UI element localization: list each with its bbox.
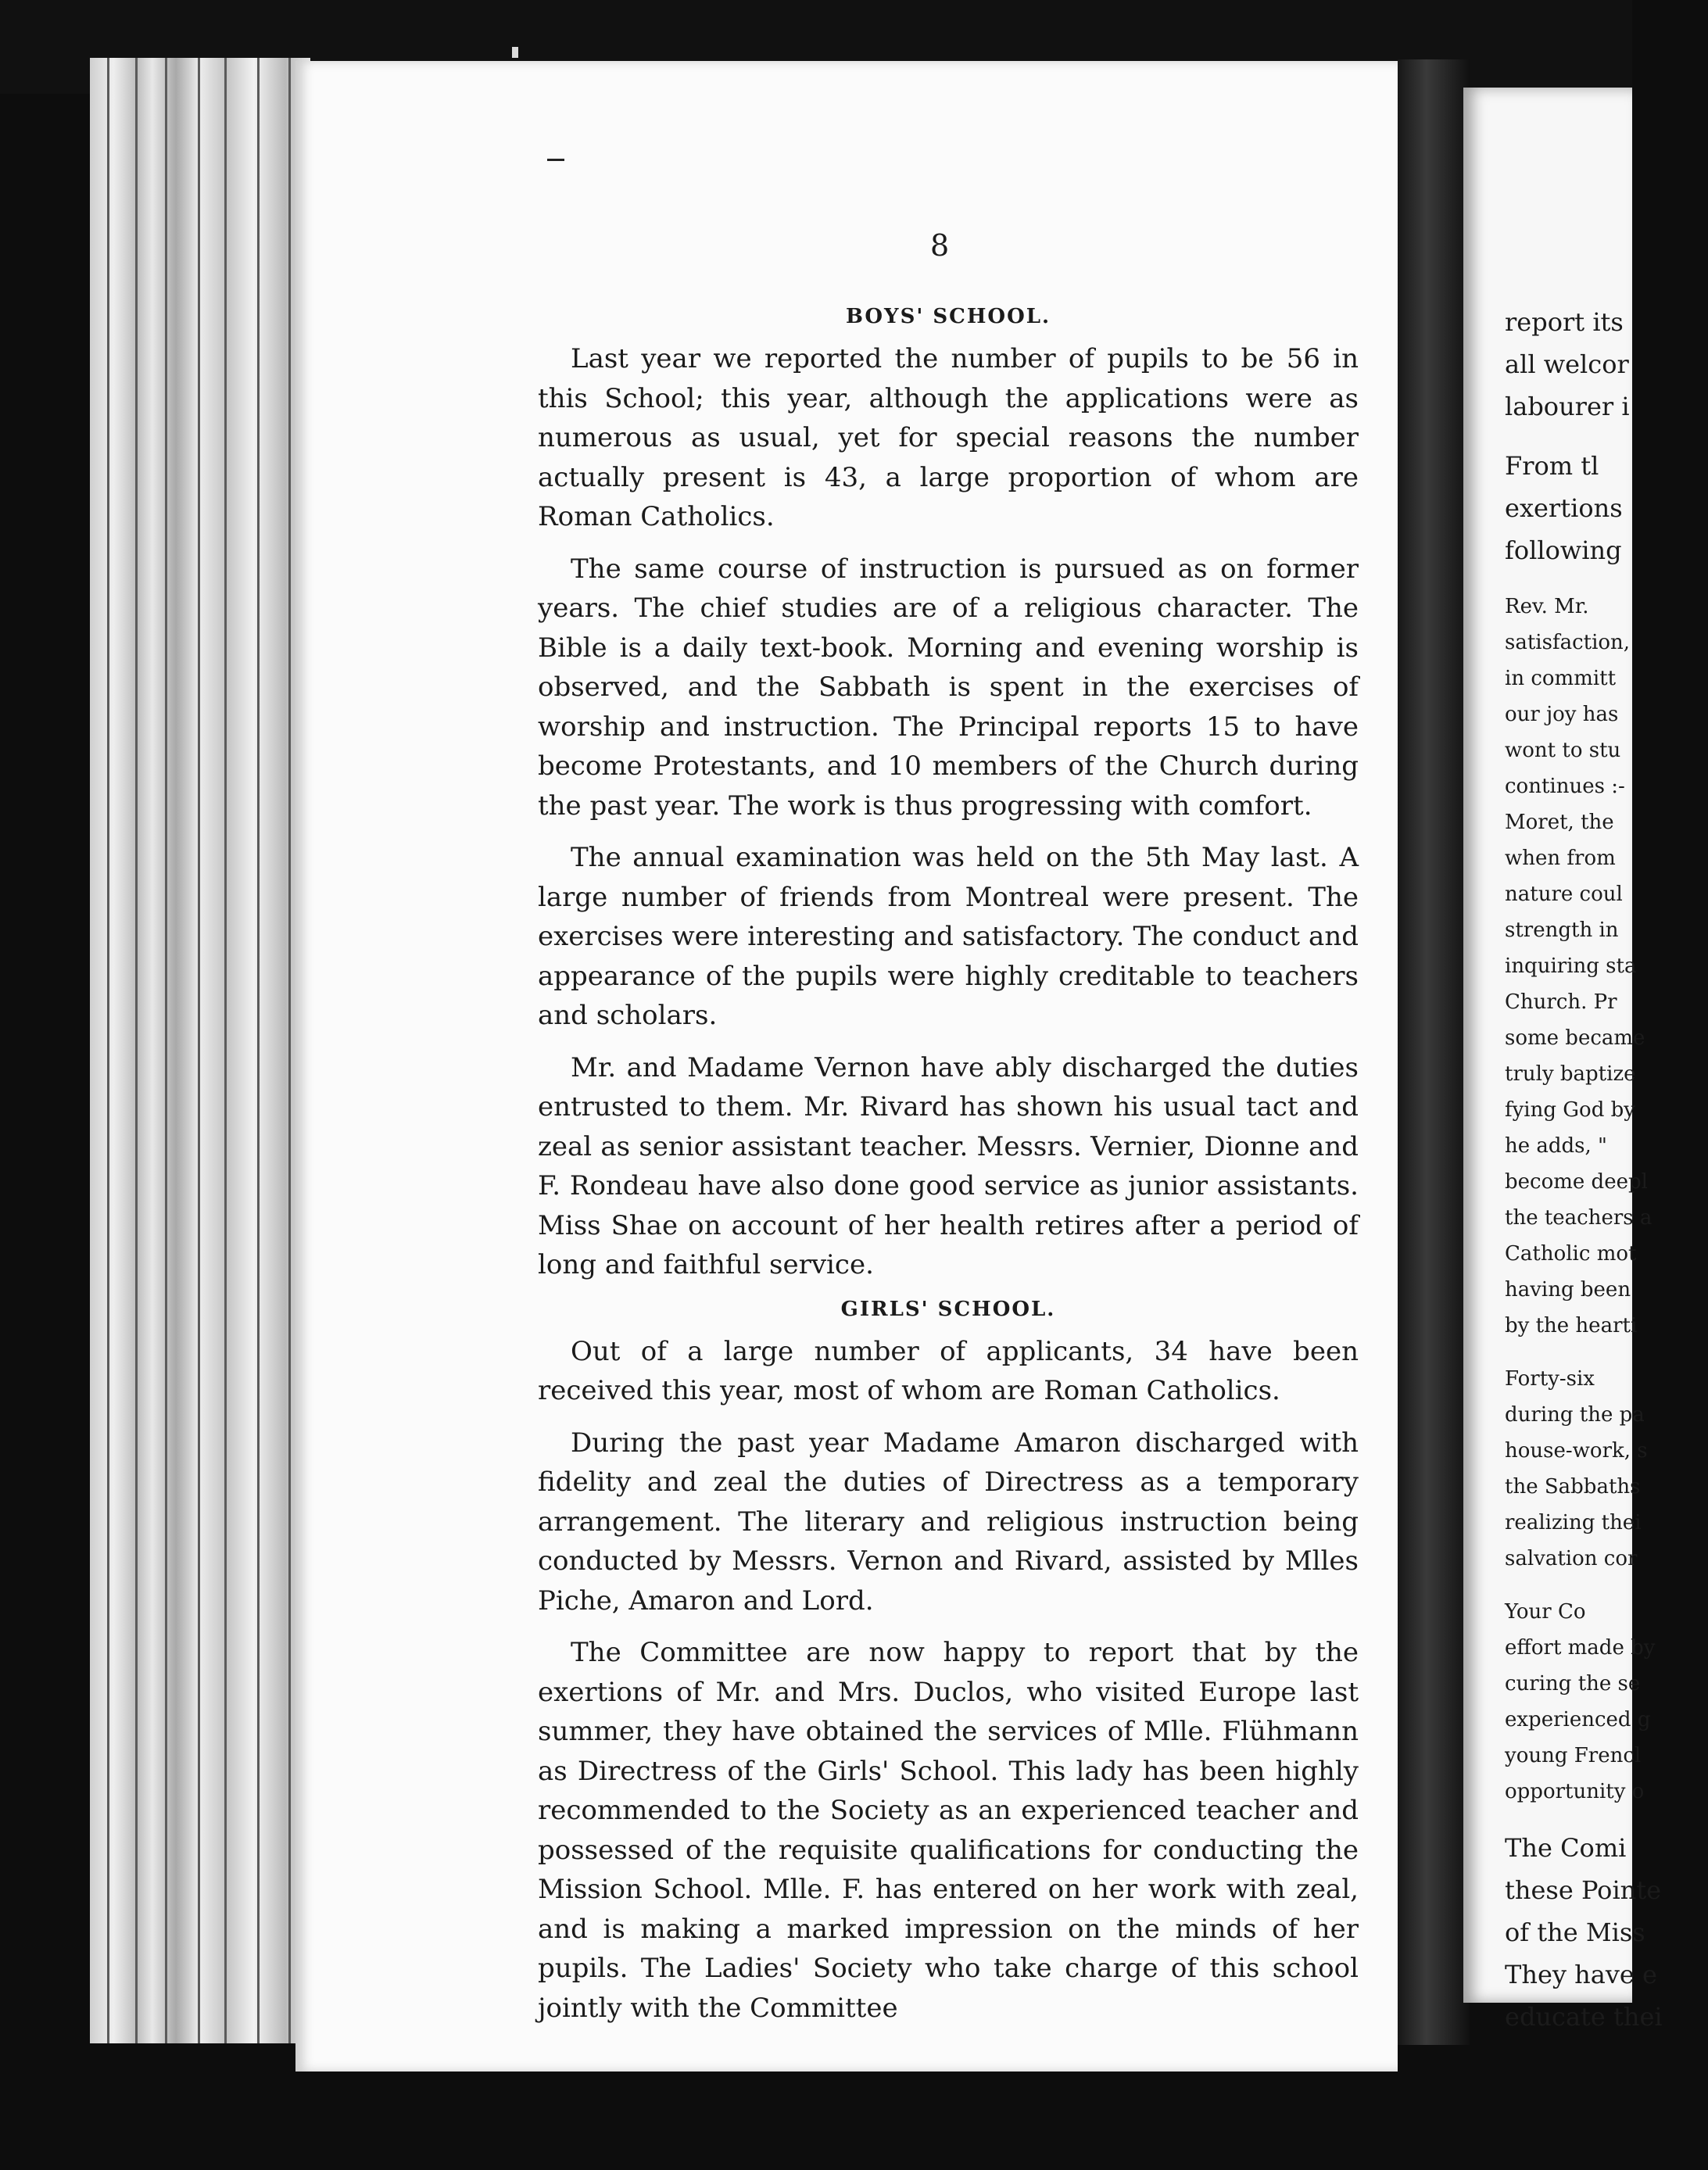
text-line: Rev. Mr. xyxy=(1505,595,1589,618)
paragraph: Out of a large number of applicants, 34 have been received this year, most of whom are Roman Catholics. xyxy=(538,1335,1359,1406)
text-line: the teachers a xyxy=(1505,1206,1652,1230)
text-line: curing the se xyxy=(1505,1672,1641,1696)
text-line: labourer i xyxy=(1505,392,1630,421)
text-line: continues :- xyxy=(1505,775,1625,798)
text-line: house-work, s xyxy=(1505,1439,1648,1463)
text-line: he adds, " xyxy=(1505,1134,1608,1158)
text-line: young Frencl xyxy=(1505,1744,1642,1767)
paragraph: Last year we reported the number of pupils to be 56 in this School; this year, although the applications were as numerous as usual, yet for special reasons the number actually present is 43, a large proportion of whom are Roman Catholics. xyxy=(538,343,1359,532)
text-line: these Pointe xyxy=(1505,1875,1662,1905)
text-line: of the Miss xyxy=(1505,1918,1645,1947)
text-line: opportunity o xyxy=(1505,1780,1645,1803)
paragraph: The Committee are now happy to report that by the exertions of Mr. and Mrs. Duclos, who visited Europe last summer, they have obtained the services of Mlle. Flühmann as Directress of the Girls' School. This lady has been highly recommended to the Society as an experienced teacher and possessed of the requisite qualifications for conducting the Mission School. Mlle. F. has entered on her work with zeal, and is making a marked impression on the minds of her pupils. The Ladies' Society who take charge of this school jointly with the Committee xyxy=(538,1637,1359,2024)
text-line: satisfaction, xyxy=(1505,631,1631,654)
paragraph: The annual examination was held on the 5th May last. A large number of friends from Montreal were present. The exercises were interesting and satisfactory. The conduct and appearance of the pupils were highly creditable to teachers and scholars. xyxy=(538,842,1359,1031)
left-page-text xyxy=(538,305,1359,2040)
text-line: Church. Pr xyxy=(1505,990,1617,1014)
text-line: our joy has xyxy=(1505,703,1619,726)
text-line: some became xyxy=(1505,1026,1645,1050)
text-line: effort made by xyxy=(1505,1636,1656,1660)
text-line: strength in xyxy=(1505,918,1619,942)
text-line: having been xyxy=(1505,1278,1631,1302)
paragraph: During the past year Madame Amaron discharged with fidelity and zeal the duties of Directress as a temporary arrangement. The literary and religious instruction being conducted by Messrs. Vernon and Rivard, assisted by Mlles Piche, Amaron and Lord. xyxy=(538,1427,1359,1617)
text-line: by the hearti xyxy=(1505,1314,1638,1337)
text-line: become deepl xyxy=(1505,1170,1648,1194)
text-line: experienced g xyxy=(1505,1708,1651,1731)
text-line: Catholic mot xyxy=(1505,1242,1637,1266)
book-gutter xyxy=(1398,59,1470,2045)
text-line: when from xyxy=(1505,847,1616,870)
text-line: report its xyxy=(1505,307,1624,337)
text-line: Moret, the xyxy=(1505,811,1614,834)
text-line: the Sabbaths xyxy=(1505,1475,1641,1499)
text-line: fying God by xyxy=(1505,1098,1635,1122)
scan-mark xyxy=(512,47,518,58)
right-page-text xyxy=(1505,301,1708,2038)
section-heading-girls-school: GIRLS' SCHOOL. xyxy=(840,1297,1056,1321)
paragraph: The same course of instruction is pursued as on former years. The chief studies are of a religious character. The Bible is a daily text-book. Morning and evening worship is observed, and the Sabbath is spent in the exercises of worship and instruction. The Principal reports 15 to have become Protestants, and 10 members of the Church during the past year. The work is thus progressing with comfort. xyxy=(538,553,1359,822)
text-line: in committ xyxy=(1505,667,1617,690)
text-line: during the pa xyxy=(1505,1403,1645,1427)
text-line: inquiring sta xyxy=(1505,954,1637,978)
text-line: nature coul xyxy=(1505,883,1623,906)
ink-mark xyxy=(547,159,564,161)
paragraph: Mr. and Madame Vernon have ably discharged the duties entrusted to them. Mr. Rivard has shown his usual tact and zeal as senior assistant teacher. Messrs. Vernier, Dionne and F. Rondeau have also done good service as junior assistants. Miss Shae on account of her health retires after a period of long and faithful service. xyxy=(538,1051,1359,1280)
text-line: all welcor xyxy=(1505,349,1629,379)
text-line: Your Co xyxy=(1505,1600,1586,1624)
text-line: following xyxy=(1505,535,1622,565)
section-heading-boys-school: BOYS' SCHOOL. xyxy=(845,305,1051,328)
text-line: Forty-six xyxy=(1505,1367,1595,1391)
text-line: They have e xyxy=(1505,1960,1657,1989)
text-line: From tl xyxy=(1505,451,1599,481)
text-line: educate thei xyxy=(1505,2002,1663,2032)
text-line: The Comi xyxy=(1505,1833,1627,1863)
text-line: realizing thei xyxy=(1505,1511,1642,1534)
page-number: 8 xyxy=(930,228,950,263)
text-line: exertions xyxy=(1505,493,1623,523)
text-line: wont to stu xyxy=(1505,739,1621,762)
text-line: truly baptize xyxy=(1505,1062,1636,1086)
text-line: salvation cor xyxy=(1505,1547,1638,1570)
book-page-edges xyxy=(90,58,310,2043)
